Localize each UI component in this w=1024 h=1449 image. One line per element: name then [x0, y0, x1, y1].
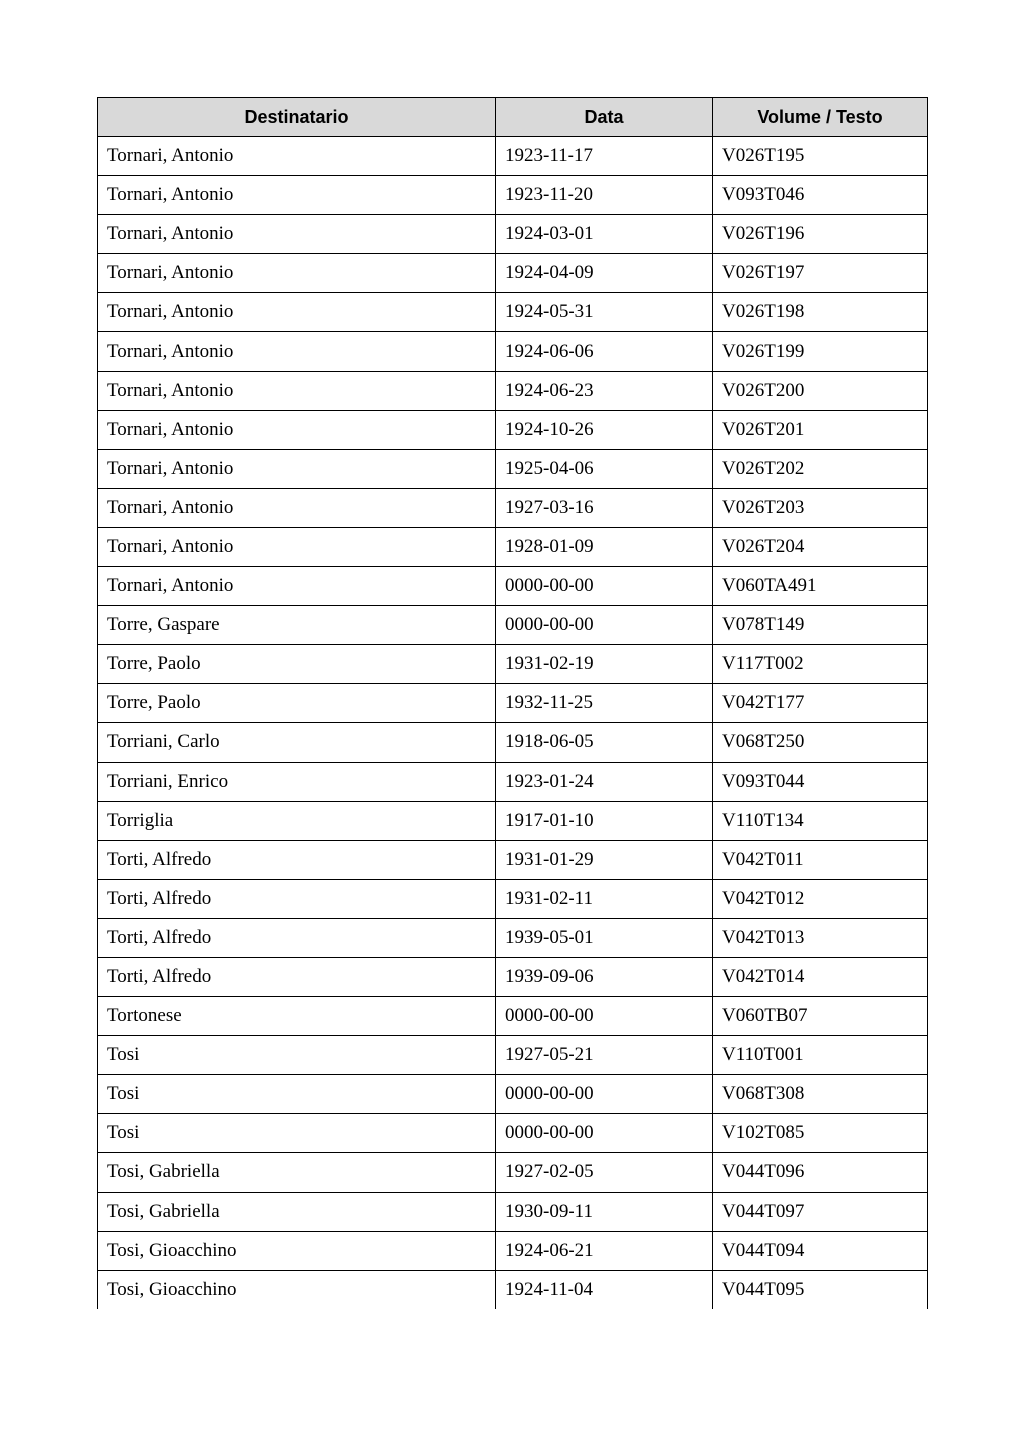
- cell-destinatario: Tornari, Antonio: [98, 137, 496, 176]
- cell-volume-testo: V093T044: [713, 762, 928, 801]
- cell-data: 1924-04-09: [496, 254, 713, 293]
- cell-data: 1917-01-10: [496, 801, 713, 840]
- cell-data: 1923-01-24: [496, 762, 713, 801]
- cell-volume-testo: V026T195: [713, 137, 928, 176]
- cell-volume-testo: V117T002: [713, 645, 928, 684]
- cell-data: 1924-11-04: [496, 1270, 713, 1309]
- cell-data: 1931-02-11: [496, 879, 713, 918]
- cell-data: 1927-03-16: [496, 488, 713, 527]
- cell-data: 1923-11-20: [496, 176, 713, 215]
- table-row: [98, 1114, 928, 1153]
- table-header: [98, 98, 928, 137]
- cell-data: 1924-06-23: [496, 371, 713, 410]
- cell-data: 0000-00-00: [496, 1075, 713, 1114]
- cell-volume-testo: V078T149: [713, 606, 928, 645]
- cell-destinatario: Tosi, Gabriella: [98, 1153, 496, 1192]
- cell-destinatario: Tornari, Antonio: [98, 332, 496, 371]
- cell-volume-testo: V026T199: [713, 332, 928, 371]
- cell-data: 1924-03-01: [496, 215, 713, 254]
- cell-volume-testo: V110T001: [713, 1036, 928, 1075]
- cell-volume-testo: V026T202: [713, 449, 928, 488]
- cell-destinatario: Torriani, Enrico: [98, 762, 496, 801]
- cell-volume-testo: V026T201: [713, 410, 928, 449]
- cell-destinatario: Torti, Alfredo: [98, 918, 496, 957]
- cell-volume-testo: V102T085: [713, 1114, 928, 1153]
- header-data: Data: [496, 98, 713, 137]
- cell-destinatario: Torti, Alfredo: [98, 957, 496, 996]
- table-row: [98, 723, 928, 762]
- table-row: [98, 371, 928, 410]
- cell-data: 1927-02-05: [496, 1153, 713, 1192]
- table-row: [98, 254, 928, 293]
- cell-volume-testo: V044T097: [713, 1192, 928, 1231]
- cell-volume-testo: V026T203: [713, 488, 928, 527]
- cell-destinatario: Tosi: [98, 1075, 496, 1114]
- table-row: [98, 410, 928, 449]
- cell-data: 0000-00-00: [496, 1114, 713, 1153]
- table-row: [98, 1270, 928, 1309]
- table-row: [98, 332, 928, 371]
- cell-data: 1928-01-09: [496, 527, 713, 566]
- cell-destinatario: Tornari, Antonio: [98, 527, 496, 566]
- cell-volume-testo: V026T200: [713, 371, 928, 410]
- table-body: [98, 137, 928, 1310]
- cell-volume-testo: V042T012: [713, 879, 928, 918]
- table-row: [98, 1231, 928, 1270]
- cell-volume-testo: V044T095: [713, 1270, 928, 1309]
- table-row: [98, 449, 928, 488]
- cell-data: 1925-04-06: [496, 449, 713, 488]
- cell-volume-testo: V042T013: [713, 918, 928, 957]
- table-row: [98, 997, 928, 1036]
- cell-data: 1939-05-01: [496, 918, 713, 957]
- cell-data: 1924-10-26: [496, 410, 713, 449]
- cell-destinatario: Tornari, Antonio: [98, 293, 496, 332]
- table-row: [98, 840, 928, 879]
- cell-destinatario: Tortonese: [98, 997, 496, 1036]
- cell-destinatario: Tornari, Antonio: [98, 371, 496, 410]
- table-row: [98, 801, 928, 840]
- table-row: [98, 567, 928, 606]
- cell-destinatario: Tornari, Antonio: [98, 449, 496, 488]
- cell-volume-testo: V026T196: [713, 215, 928, 254]
- cell-volume-testo: V042T177: [713, 684, 928, 723]
- cell-volume-testo: V044T096: [713, 1153, 928, 1192]
- table-row: [98, 488, 928, 527]
- cell-data: 1931-01-29: [496, 840, 713, 879]
- table-row: [98, 684, 928, 723]
- cell-data: 0000-00-00: [496, 567, 713, 606]
- cell-data: 0000-00-00: [496, 606, 713, 645]
- cell-data: 1930-09-11: [496, 1192, 713, 1231]
- cell-destinatario: Torre, Paolo: [98, 645, 496, 684]
- cell-volume-testo: V068T308: [713, 1075, 928, 1114]
- cell-destinatario: Torti, Alfredo: [98, 840, 496, 879]
- cell-destinatario: Torti, Alfredo: [98, 879, 496, 918]
- table-row: [98, 762, 928, 801]
- cell-destinatario: Tornari, Antonio: [98, 215, 496, 254]
- table-row: [98, 918, 928, 957]
- cell-destinatario: Torriglia: [98, 801, 496, 840]
- cell-data: 1923-11-17: [496, 137, 713, 176]
- table-row: [98, 1036, 928, 1075]
- cell-volume-testo: V042T011: [713, 840, 928, 879]
- table-row: [98, 527, 928, 566]
- cell-destinatario: Tornari, Antonio: [98, 567, 496, 606]
- cell-destinatario: Tornari, Antonio: [98, 410, 496, 449]
- cell-volume-testo: V093T046: [713, 176, 928, 215]
- cell-destinatario: Tosi: [98, 1036, 496, 1075]
- table-row: [98, 1075, 928, 1114]
- table-row: [98, 137, 928, 176]
- header-volume-testo: Volume / Testo: [713, 98, 928, 137]
- table-row: [98, 645, 928, 684]
- cell-volume-testo: V068T250: [713, 723, 928, 762]
- header-row: [98, 98, 928, 137]
- table-row: [98, 293, 928, 332]
- cell-destinatario: Tosi, Gabriella: [98, 1192, 496, 1231]
- cell-destinatario: Tosi, Gioacchino: [98, 1231, 496, 1270]
- cell-data: 1927-05-21: [496, 1036, 713, 1075]
- cell-data: 1932-11-25: [496, 684, 713, 723]
- cell-volume-testo: V026T198: [713, 293, 928, 332]
- cell-destinatario: Tosi, Gioacchino: [98, 1270, 496, 1309]
- table-row: [98, 176, 928, 215]
- header-destinatario: Destinatario: [98, 98, 496, 137]
- cell-volume-testo: V044T094: [713, 1231, 928, 1270]
- cell-destinatario: Torriani, Carlo: [98, 723, 496, 762]
- cell-data: 1924-06-21: [496, 1231, 713, 1270]
- cell-volume-testo: V110T134: [713, 801, 928, 840]
- cell-destinatario: Torre, Paolo: [98, 684, 496, 723]
- cell-volume-testo: V026T197: [713, 254, 928, 293]
- table-row: [98, 1153, 928, 1192]
- table-row: [98, 215, 928, 254]
- cell-volume-testo: V060TA491: [713, 567, 928, 606]
- correspondence-table: [97, 97, 928, 1309]
- cell-destinatario: Tosi: [98, 1114, 496, 1153]
- cell-volume-testo: V026T204: [713, 527, 928, 566]
- table-row: [98, 1192, 928, 1231]
- table-row: [98, 879, 928, 918]
- cell-volume-testo: V060TB07: [713, 997, 928, 1036]
- cell-destinatario: Torre, Gaspare: [98, 606, 496, 645]
- cell-data: 1918-06-05: [496, 723, 713, 762]
- cell-data: 0000-00-00: [496, 997, 713, 1036]
- cell-data: 1939-09-06: [496, 957, 713, 996]
- table-row: [98, 606, 928, 645]
- cell-data: 1931-02-19: [496, 645, 713, 684]
- cell-destinatario: Tornari, Antonio: [98, 254, 496, 293]
- cell-data: 1924-05-31: [496, 293, 713, 332]
- cell-data: 1924-06-06: [496, 332, 713, 371]
- cell-destinatario: Tornari, Antonio: [98, 176, 496, 215]
- cell-destinatario: Tornari, Antonio: [98, 488, 496, 527]
- cell-volume-testo: V042T014: [713, 957, 928, 996]
- table-row: [98, 957, 928, 996]
